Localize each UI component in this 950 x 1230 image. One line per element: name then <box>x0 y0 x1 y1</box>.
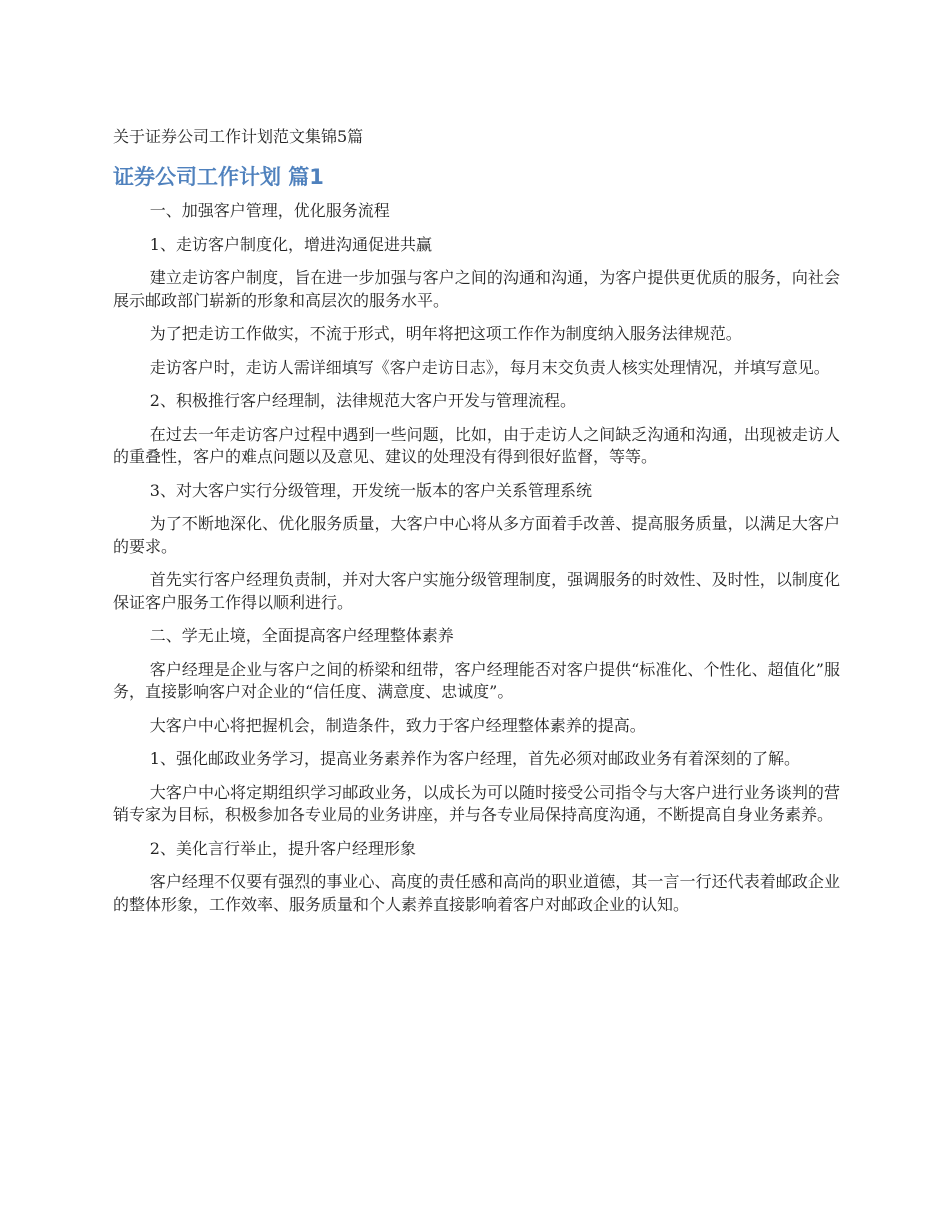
paragraph: 走访客户时，走访人需详细填写《客户走访日志》，每月末交负责人核实处理情况，并填写意见。 <box>149 357 830 377</box>
paragraph: 为了不断地深化、优化服务质量，大客户中心将从多方面着手改善、提高服务质量，以满足大客户的要求。 <box>113 514 840 556</box>
paragraph: 建立走访客户制度，旨在进一步加强与客户之间的沟通和沟通，为客户提供更优质的服务，向社会展示邮政部门崭新的形象和高层次的服务水平。 <box>113 268 840 310</box>
section-heading: 证券公司工作计划 篇1 <box>113 165 324 189</box>
paragraph: 大客户中心将定期组织学习邮政业务，以成长为可以随时接受公司指令与大客户进行业务谈判的营销专家为目标，积极参加各专业局的业务讲座，并与各专业局保持高度沟通，不断提高自身业务素养。 <box>113 782 840 824</box>
paragraph: 首先实行客户经理负责制，并对大客户实施分级管理制度，强调服务的时效性、及时性，以制度化保证客户服务工作得以顺利进行。 <box>113 570 840 612</box>
paragraph: 1、强化邮政业务学习，提高业务素养作为客户经理，首先必须对邮政业务有着深刻的了解。 <box>149 749 800 768</box>
paragraph: 客户经理不仅要有强烈的事业心、高度的责任感和高尚的职业道德，其一言一行还代表着邮政企业的整体形象，工作效率、服务质量和个人素养直接影响着客户对邮政企业的认知。 <box>113 872 840 914</box>
paragraph: 为了把走访工作做实，不流于形式，明年将把这项工作作为制度纳入服务法律规范。 <box>149 324 742 343</box>
paragraph: 3、对大客户实行分级管理，开发统一版本的客户关系管理系统 <box>149 480 592 500</box>
paragraph: 1、走访客户制度化，增进沟通促进共赢 <box>149 234 432 254</box>
paragraph: 一、加强客户管理，优化服务流程 <box>149 201 390 220</box>
paragraph: 在过去一年走访客户过程中遇到一些问题，比如，由于走访人之间缺乏沟通和沟通，出现被走访人的重叠性，客户的难点问题以及意见、建议的处理没有得到很好监督，等等。 <box>113 424 840 466</box>
paragraph: 大客户中心将把握机会，制造条件，致力于客户经理整体素养的提高。 <box>149 715 646 735</box>
document-body <box>113 200 840 927</box>
paragraph: 二、学无止境，全面提高客户经理整体素养 <box>149 626 454 645</box>
paragraph: 2、积极推行客户经理制，法律规范大客户开发与管理流程。 <box>149 391 576 410</box>
paragraph: 客户经理是企业与客户之间的桥梁和纽带，客户经理能否对客户提供“标准化、个性化、超值化”服务，直接影响客户对企业的“信任度、满意度、忠诚度”。 <box>113 659 840 701</box>
document-title: 关于证券公司工作计划范文集锦5篇 <box>113 127 364 146</box>
paragraph: 2、美化言行举止，提升客户经理形象 <box>149 838 416 858</box>
